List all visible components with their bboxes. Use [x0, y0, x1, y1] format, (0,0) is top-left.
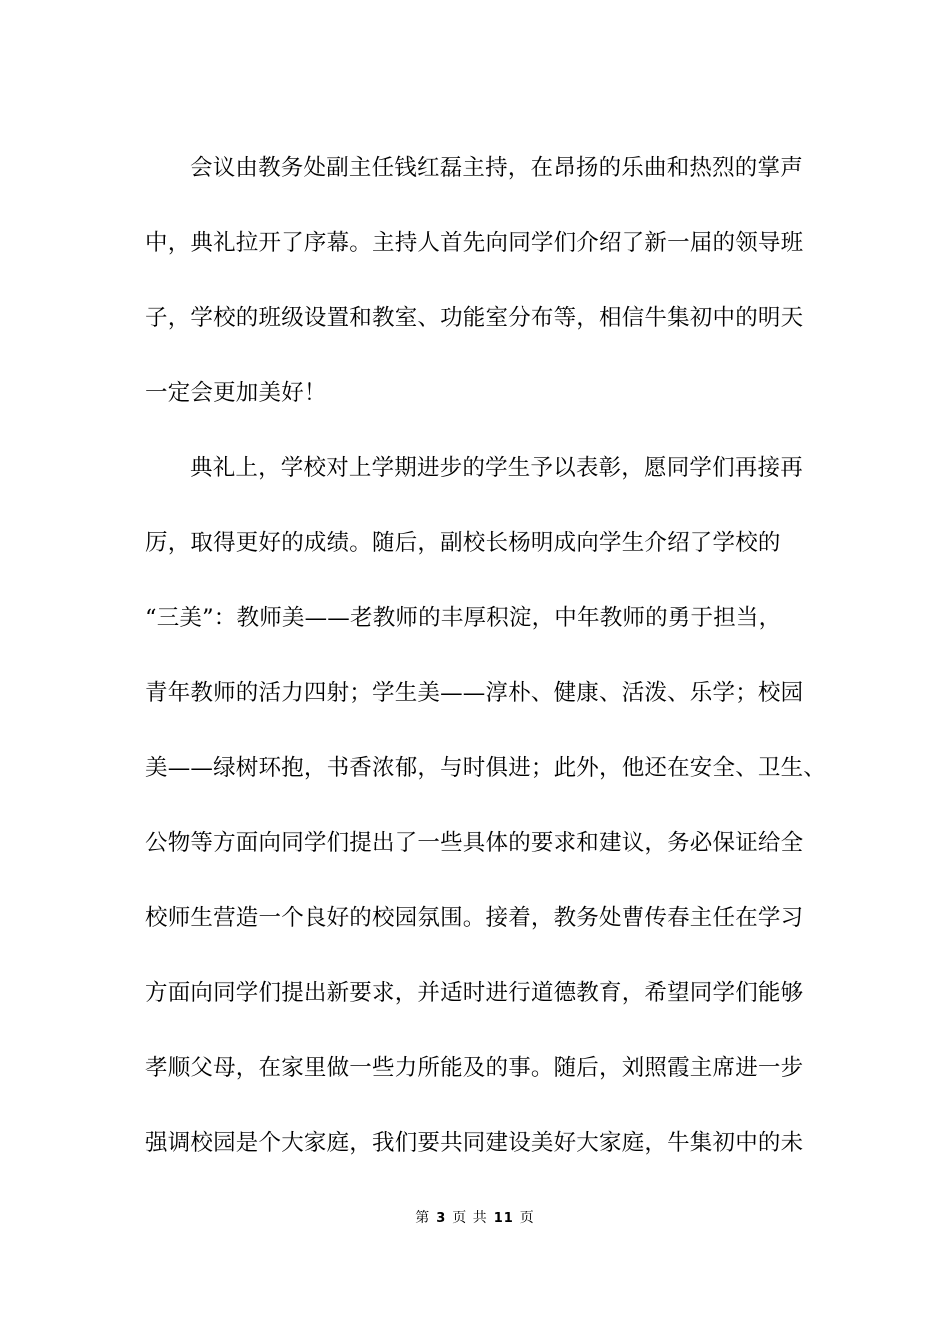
paragraph-2-line-4: 青年教师的活力四射；学生美——淳朴、健康、活泼、乐学；校园: [145, 680, 804, 706]
paragraph-2-line-1: 典礼上，学校对上学期进步的学生予以表彰，愿同学们再接再: [190, 455, 803, 481]
footer-prefix: 第: [415, 1210, 431, 1226]
paragraph-2-line-7: 校师生营造一个良好的校园氛围。接着，教务处曹传春主任在学习: [145, 905, 804, 931]
paragraph-2-line-10: 强调校园是个大家庭，我们要共同建设美好大家庭，牛集初中的未: [145, 1130, 804, 1156]
paragraph-1-line-4: 一定会更加美好！: [145, 380, 327, 406]
body-text: [145, 131, 845, 1181]
footer-middle: 页 共: [452, 1210, 488, 1226]
total-pages-number: 11: [493, 1211, 514, 1226]
paragraph-2-line-6: 公物等方面向同学们提出了一些具体的要求和建议，务必保证给全: [145, 830, 804, 856]
paragraph-1-line-2: 中，典礼拉开了序幕。主持人首先向同学们介绍了新一届的领导班: [145, 230, 804, 256]
paragraph-2-line-5: 美——绿树环抱，书香浓郁，与时俱进；此外，他还在安全、卫生、: [145, 755, 827, 781]
paragraph-2-line-3: “三美”：教师美——老教师的丰厚积淀，中年教师的勇于担当，: [145, 605, 782, 631]
paragraph-1-line-1: 会议由教务处副主任钱红磊主持，在昂扬的乐曲和热烈的掌声: [190, 155, 803, 181]
paragraph-2-line-2: 厉，取得更好的成绩。随后，副校长杨明成向学生介绍了学校的: [145, 530, 781, 556]
paragraph-2-line-8: 方面向同学们提出新要求，并适时进行道德教育，希望同学们能够: [145, 980, 804, 1006]
paragraph-1-line-3: 子，学校的班级设置和教室、功能室分布等，相信牛集初中的明天: [145, 305, 804, 331]
footer-suffix: 页: [519, 1210, 535, 1226]
page-number-footer: [0, 1207, 950, 1227]
paragraph-2-line-9: 孝顺父母，在家里做一些力所能及的事。随后，刘照霞主席进一步: [145, 1055, 804, 1081]
current-page-number: 3: [436, 1211, 447, 1226]
